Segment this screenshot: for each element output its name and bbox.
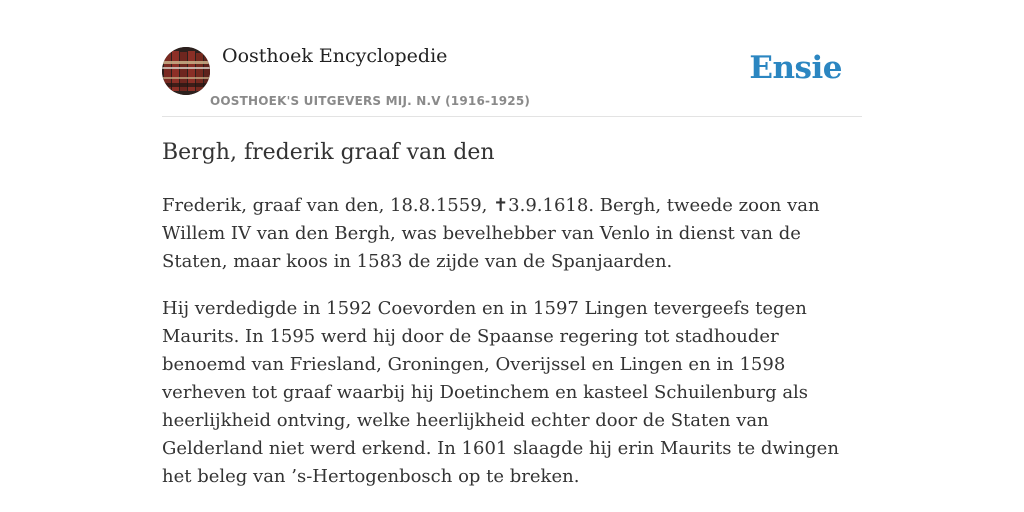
source-title[interactable]: Oosthoek Encyclopedie — [222, 45, 448, 67]
entry-card — [162, 0, 862, 487]
entry-paragraph: Frederik, graaf van den, 18.8.1559, ✝3.9.1618. Bergh, tweede zoon van Willem IV van den Bergh, was bevelhebber van Venlo in dienst van de Staten, maar koos in 1583 de zijde van de Spanjaarden. — [162, 195, 820, 272]
entry-paragraph: Hij verdedigde in 1592 Coevorden en in 1597 Lingen tevergeefs tegen Maurits. In 1595 werd hij door de Spaanse regering tot stadhouder benoemd van Friesland, Groningen, Overijssel en Lingen en in 1598 verheven tot graaf waarbij hij Doetinchem en kasteel Schuilenburg als heerlijkheid ontving, welke heerlijkheid echter door de Staten van Gelderland niet werd erkend. In 1601 slaagde hij erin Maurits te dwingen het beleg van ’s-Hertogenbosch op te breken. — [162, 298, 839, 487]
book-spines-icon[interactable] — [162, 47, 210, 95]
source-subtitle: OOSTHOEK'S UITGEVERS MIJ. N.V (1916-1925) — [210, 94, 531, 108]
brand-logo[interactable]: Ensie — [749, 50, 842, 86]
source-header — [162, 0, 862, 117]
entry-title: Bergh, frederik graaf van den — [162, 140, 495, 165]
